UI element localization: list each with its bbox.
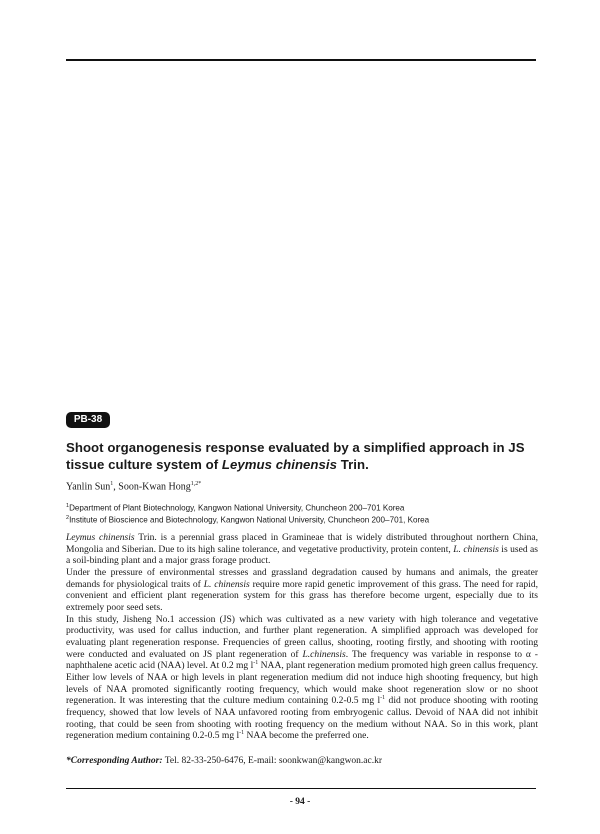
abstract-text: NAA become the preferred one.	[244, 730, 369, 742]
abstract-text: NAA, plant regeneration medium promoted high green callus frequency. Either low levels of NAA or high levels in plant regeneration medium did not induce high shooting frequency, but high levels of NAA promoted significantly rooting frequency, which would make shoot regeneration slow or no shoot regeneration. It was interesting that the culture medium containing 0.2-0.5 mg l	[66, 660, 538, 707]
abstract-body	[66, 532, 538, 742]
paper-title	[66, 439, 542, 473]
species-name: L. chinensis	[203, 578, 250, 590]
abstract-paragraph-2	[66, 567, 538, 614]
affiliation-mark: 1	[66, 503, 70, 509]
affiliation-2	[66, 515, 429, 525]
footer-rule	[66, 788, 536, 789]
corresponding-author	[66, 756, 382, 766]
header-rule	[66, 59, 536, 61]
affiliation-text: Institute of Bioscience and Biotechnology, Kangwon National University, Chuncheon 200–701, Korea	[69, 515, 430, 525]
author-affiliation-mark: 1,2*	[190, 481, 202, 487]
page-number: - 94 -	[289, 797, 311, 807]
unit-exponent: -1	[239, 729, 245, 736]
author-name: Soon-Kwan Hong	[118, 481, 191, 493]
abstract-text: is used as a soil-binding plant and a major grass forage product.	[66, 543, 538, 567]
abstract-text: Trin. is a perennial grass placed in Gramineae that is widely distributed throughout northern China, Mongolia and Siberian. Due to its high saline tolerance, and vegetative productivity, protein content,	[66, 532, 538, 555]
title-text-1: Shoot organogenesis response evaluated by a simplified approach in JS tissue culture system of	[66, 440, 525, 472]
affiliation-mark: 2	[66, 515, 70, 521]
abstract-paragraph-1	[66, 532, 538, 567]
author-list: Yanlin Sun$^1$, Soon-Kwan Hong$^{1,2*}$	[66, 481, 202, 493]
species-name: L. chinensis	[453, 543, 499, 555]
abstract-text: Under the pressure of environmental stresses and grassland degradation caused by humans and animals, the greater demands for physiological traits of	[66, 566, 538, 590]
corresponding-author-contact: Tel. 82-33-250-6476, E-mail: soonkwan@kangwon.ac.kr	[162, 756, 383, 766]
species-name: L.chinensis	[302, 648, 346, 660]
abstract-text: . The frequency was variable in response to α -naphthalene acetic acid (NAA) level. At 0.2 mg l	[66, 648, 538, 672]
abstract-text: did not produce shooting with rooting frequency, showed that low levels of NAA unfavored rooting from embryogenic callus. Devoid of NAA did not inhibit rooting, that could be seen from shooting with rooting frequency on the medium without NAA. So in this work, plant regeneration medium containing 0.2-0.5 mg l	[66, 695, 539, 742]
unit-exponent: -1	[253, 660, 259, 667]
title-species: Leymus chinensis	[221, 457, 338, 472]
abstract-paragraph-3	[66, 614, 538, 742]
abstract-text: require more rapid genetic improvement of this grass. The need for rapid, convenient and efficient plant regeneration system for this grass has therefore become urgent, especially due to its extremely poor seed sets.	[66, 578, 539, 613]
author-name: Yanlin Sun	[66, 481, 111, 493]
affiliation-1	[66, 503, 404, 513]
affiliation-text: Department of Plant Biotechnology, Kangwon National University, Chuncheon 200–701 Korea	[69, 503, 405, 513]
author-affiliation-mark: 1	[110, 481, 114, 487]
title-text-2: Trin.	[337, 457, 369, 472]
poster-id-badge: PB-38	[66, 412, 110, 428]
corresponding-author-label: *Corresponding Author:	[66, 756, 163, 766]
unit-exponent: -1	[380, 695, 386, 702]
abstract-text: In this study, Jisheng No.1 accession (JS) which was cultivated as a new variety with high tolerance and vegetative productivity, was used for callus induction, and further plant regeneration. A simplified approach was developed for evaluating plant regeneration response. Frequencies of green callus, shooting, rooting firstly, and shooting with rooting were conducted and evaluated on JS plant regeneration of	[66, 613, 538, 660]
species-name: Leymus chinensis	[66, 532, 135, 543]
